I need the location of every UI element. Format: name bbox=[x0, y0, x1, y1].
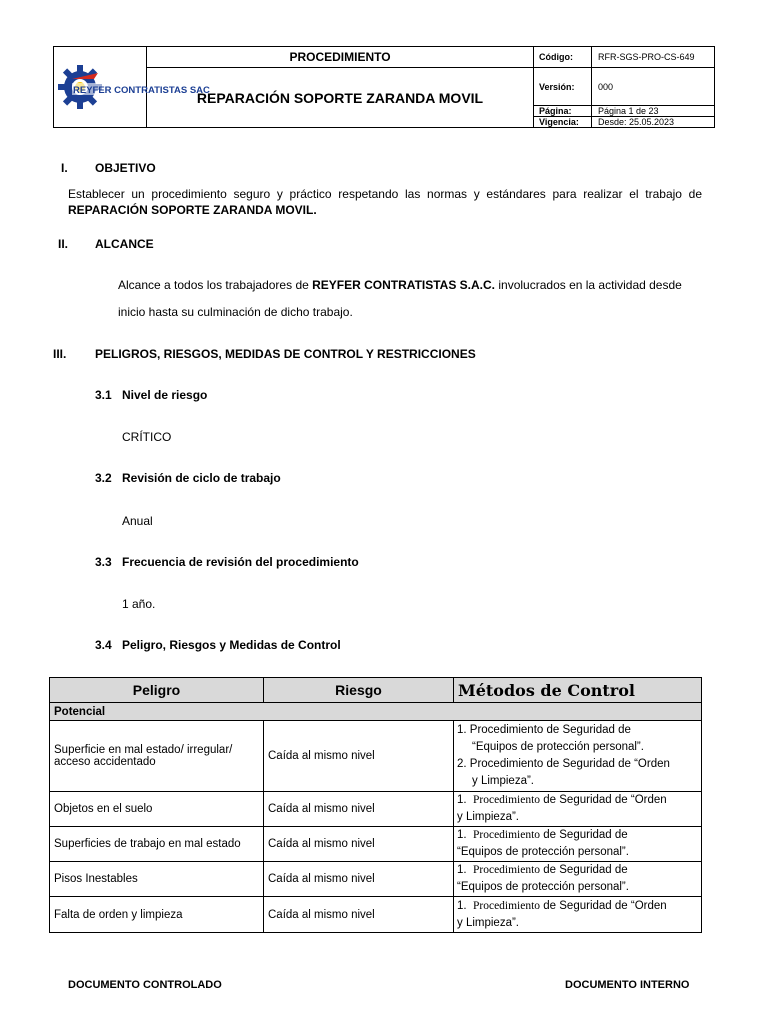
field-value-codigo: RFR-SGS-PRO-CS-649 bbox=[592, 47, 715, 68]
riesgo-cell: Caída al mismo nivel bbox=[264, 792, 454, 827]
risk-level-value: CRÍTICO bbox=[122, 430, 172, 444]
column-header-peligro: Peligro bbox=[50, 678, 264, 703]
objective-bold-text: REPARACIÓN SOPORTE ZARANDA MOVIL. bbox=[68, 203, 317, 217]
metodo-text: de Seguridad de “Orden bbox=[543, 899, 667, 912]
metodos-cell bbox=[454, 792, 702, 827]
review-frequency-value: 1 año. bbox=[122, 597, 156, 611]
section-1-number: I. bbox=[61, 161, 68, 175]
peligro-cell bbox=[50, 721, 264, 792]
peligro-text: Superficie en mal estado/ irregular/ bbox=[54, 744, 233, 756]
logo-company-text: REYFER CONTRATISTAS SAC bbox=[73, 85, 210, 96]
table-row bbox=[50, 862, 702, 897]
peligro-cell: Falta de orden y limpieza bbox=[50, 897, 264, 933]
doc-type-title: PROCEDIMIENTO bbox=[147, 47, 534, 68]
metodo-number: 1. bbox=[457, 829, 467, 841]
metodos-cell bbox=[454, 721, 702, 792]
metodo-number: 1. bbox=[457, 864, 467, 876]
table-row bbox=[50, 792, 702, 827]
riesgo-cell: Caída al mismo nivel bbox=[264, 827, 454, 862]
section-2-number: II. bbox=[58, 237, 69, 251]
metodo-text: de Seguridad de “Orden bbox=[543, 794, 667, 806]
field-value-vigencia: Desde: 25.05.2023 bbox=[592, 117, 715, 128]
metodo-text: de Seguridad de bbox=[543, 864, 628, 876]
metodo-text: y Limpieza”. bbox=[472, 775, 534, 787]
document-title: REPARACIÓN SOPORTE ZARANDA MOVIL bbox=[147, 68, 534, 128]
scope-text-b: involucrados en la actividad desde bbox=[495, 278, 682, 292]
metodos-cell bbox=[454, 862, 702, 897]
metodo-number: 1. bbox=[457, 794, 467, 806]
subsection-3-2-number: 3.2 bbox=[95, 471, 112, 485]
metodo-text: 1. Procedimiento de Seguridad de bbox=[457, 724, 631, 736]
subsection-3-4-number: 3.4 bbox=[95, 638, 112, 652]
metodo-text: “Equipos de protección personal”. bbox=[457, 846, 629, 858]
table-row bbox=[50, 721, 702, 792]
riesgo-cell: Caída al mismo nivel bbox=[264, 897, 454, 933]
peligro-text: acceso accidentado bbox=[54, 756, 156, 768]
scope-text-line2: inicio hasta su culminación de dicho trabajo. bbox=[118, 305, 353, 319]
subsection-3-4-title: Peligro, Riesgos y Medidas de Control bbox=[122, 638, 341, 652]
metodo-text: y Limpieza”. bbox=[457, 811, 519, 823]
metodos-cell bbox=[454, 897, 702, 933]
peligro-cell: Objetos en el suelo bbox=[50, 792, 264, 827]
footer-controlled-document: DOCUMENTO CONTROLADO bbox=[68, 979, 222, 991]
scope-text-a: Alcance a todos los trabajadores de bbox=[118, 278, 313, 292]
subsection-3-3-title: Frecuencia de revisión del procedimiento bbox=[122, 555, 359, 569]
field-key-pagina: Página: bbox=[534, 106, 592, 117]
footer-internal-document: DOCUMENTO INTERNO bbox=[565, 979, 690, 991]
metodo-text: de Seguridad de bbox=[543, 829, 628, 841]
scope-text-line1 bbox=[118, 277, 682, 293]
section-1-text bbox=[68, 186, 702, 218]
section-3-number: III. bbox=[53, 347, 67, 361]
field-key-codigo: Código: bbox=[534, 47, 592, 68]
scope-company-bold: REYFER CONTRATISTAS S.A.C. bbox=[312, 278, 496, 292]
section-1-title: OBJETIVO bbox=[95, 161, 156, 175]
peligro-cell: Pisos Inestables bbox=[50, 862, 264, 897]
group-row-potencial: Potencial bbox=[50, 703, 702, 721]
column-header-riesgo: Riesgo bbox=[264, 678, 454, 703]
metodo-text: Procedimiento bbox=[472, 864, 541, 876]
objective-text: Establecer un procedimiento seguro y práctico respetando las normas y estándares para realizar el trabajo de bbox=[68, 187, 702, 201]
metodo-text: Procedimiento bbox=[472, 899, 541, 912]
riesgo-cell: Caída al mismo nivel bbox=[264, 721, 454, 792]
metodo-text: “Equipos de protección personal”. bbox=[457, 881, 629, 893]
subsection-3-3-number: 3.3 bbox=[95, 555, 112, 569]
company-logo-cell bbox=[54, 47, 210, 128]
table-row bbox=[50, 827, 702, 862]
riesgo-cell: Caída al mismo nivel bbox=[264, 862, 454, 897]
subsection-3-1-number: 3.1 bbox=[95, 388, 112, 402]
table-row bbox=[50, 897, 702, 933]
document-header bbox=[53, 46, 715, 128]
gear-logo-icon bbox=[58, 59, 210, 115]
metodo-number: 1. bbox=[457, 899, 467, 912]
company-logo bbox=[54, 47, 210, 127]
metodo-text: 2. Procedimiento de Seguridad de “Orden bbox=[457, 758, 670, 770]
metodo-text: Procedimiento bbox=[472, 829, 541, 841]
field-key-version: Versión: bbox=[534, 68, 592, 106]
hazard-control-table bbox=[49, 677, 702, 933]
metodo-text: “Equipos de protección personal”. bbox=[472, 741, 644, 753]
metodo-text: Procedimiento bbox=[472, 794, 541, 806]
subsection-3-2-title: Revisión de ciclo de trabajo bbox=[122, 471, 281, 485]
column-header-metodos: Métodos de Control bbox=[454, 678, 702, 703]
section-3-title: PELIGROS, RIESGOS, MEDIDAS DE CONTROL Y RESTRICCIONES bbox=[95, 347, 476, 361]
subsection-3-1-title: Nivel de riesgo bbox=[122, 388, 208, 402]
peligro-cell: Superficies de trabajo en mal estado bbox=[50, 827, 264, 862]
field-value-pagina: Página 1 de 23 bbox=[592, 106, 715, 117]
field-value-version: 000 bbox=[592, 68, 715, 106]
section-2-title: ALCANCE bbox=[95, 237, 154, 251]
review-cycle-value: Anual bbox=[122, 514, 153, 528]
field-key-vigencia: Vigencia: bbox=[534, 117, 592, 128]
metodo-text: y Limpieza”. bbox=[457, 916, 519, 929]
metodos-cell bbox=[454, 827, 702, 862]
